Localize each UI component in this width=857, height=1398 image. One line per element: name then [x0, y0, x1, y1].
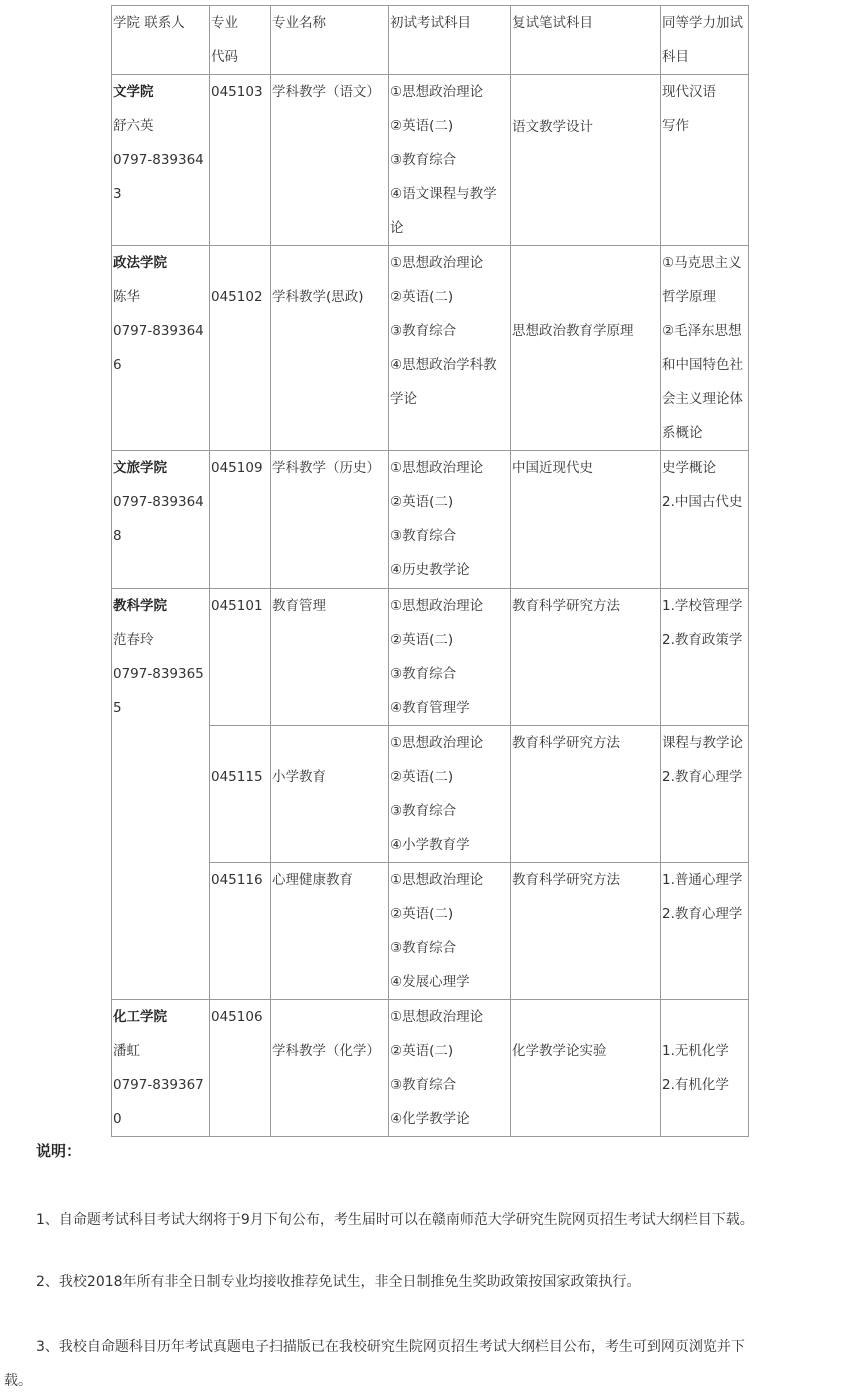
- equivalent-cell: 1.学校管理学 2.教育政策学: [661, 589, 749, 726]
- table-row: [112, 75, 749, 246]
- table-header-row: [112, 6, 749, 75]
- note-item: 3、我校自命题科目历年考试真题电子扫描版已在我校研究生院网页招生考试大纲栏目公布，考生可到网页浏览并下: [36, 1339, 745, 1355]
- major-code-cell: 045109: [210, 451, 271, 589]
- retest-cell: 化学教学论实验: [511, 1000, 661, 1137]
- header-equivalent-subjects: 同等学力加试 科目: [661, 6, 749, 75]
- college-cell: 政法学院 陈华 0797-8393646: [112, 246, 210, 451]
- header-major-code: 专业 代码: [210, 6, 271, 75]
- equivalent-cell: 史学概论 2.中国古代史: [661, 451, 749, 589]
- equivalent-cell: ①马克思主义 哲学原理 ②毛泽东思想 和中国特色社 会主义理论体 系概论: [661, 246, 749, 451]
- major-name-cell: 小学教育: [271, 726, 389, 863]
- major-code-cell: 045103: [210, 75, 271, 246]
- table-row: [112, 1000, 749, 1137]
- admissions-table: [111, 5, 749, 1137]
- retest-cell: 中国近现代史: [511, 451, 661, 589]
- major-name-cell: 学科教学（语文）: [271, 75, 389, 246]
- prelim-cell: ①思想政治理论 ②英语(二) ③教育综合 ④教育管理学: [389, 589, 511, 726]
- major-name-cell: 学科教学（化学）: [271, 1000, 389, 1137]
- retest-cell: 语文教学设计: [511, 75, 661, 246]
- table-row: [112, 451, 749, 589]
- major-code-cell: 045115: [210, 726, 271, 863]
- college-cell: 化工学院 潘虹 0797-8393670: [112, 1000, 210, 1137]
- prelim-cell: ①思想政治理论 ②英语(二) ③教育综合 ④语文课程与教学 论: [389, 75, 511, 246]
- major-code-cell: 045116: [210, 863, 271, 1000]
- major-code-cell: 045101: [210, 589, 271, 726]
- note-item-continuation: 载。: [4, 1373, 32, 1389]
- prelim-cell: ①思想政治理论 ②英语(二) ③教育综合 ④化学教学论: [389, 1000, 511, 1137]
- equivalent-cell: 课程与教学论 2.教育心理学: [661, 726, 749, 863]
- major-name-cell: 学科教学（历史）: [271, 451, 389, 589]
- major-name-cell: 心理健康教育: [271, 863, 389, 1000]
- major-code-cell: 045102: [210, 246, 271, 451]
- college-cell: 文学院 舒六英 0797-8393643: [112, 75, 210, 246]
- equivalent-cell: 现代汉语 写作: [661, 75, 749, 246]
- table-row: [112, 589, 749, 726]
- prelim-cell: ①思想政治理论 ②英语(二) ③教育综合 ④小学教育学: [389, 726, 511, 863]
- retest-cell: 教育科学研究方法: [511, 726, 661, 863]
- retest-cell: 教育科学研究方法: [511, 863, 661, 1000]
- prelim-cell: ①思想政治理论 ②英语(二) ③教育综合 ④思想政治学科教 学论: [389, 246, 511, 451]
- header-prelim-subjects: 初试考试科目: [389, 6, 511, 75]
- equivalent-cell: 1.普通心理学 2.教育心理学: [661, 863, 749, 1000]
- notes-title: 说明：: [36, 1142, 82, 1160]
- retest-cell: 思想政治教育学原理: [511, 246, 661, 451]
- retest-cell: 教育科学研究方法: [511, 589, 661, 726]
- major-name-cell: 教育管理: [271, 589, 389, 726]
- college-cell: 文旅学院 0797-8393648: [112, 451, 210, 589]
- note-item: 1、自命题考试科目考试大纲将于9月下旬公布，考生届时可以在赣南师范大学研究生院网页招生考试大纲栏目下载。: [36, 1212, 754, 1228]
- header-college-contact: 学院 联系人: [112, 6, 210, 75]
- major-name-cell: 学科教学(思政): [271, 246, 389, 451]
- major-code-cell: 045106: [210, 1000, 271, 1137]
- prelim-cell: ①思想政治理论 ②英语(二) ③教育综合 ④发展心理学: [389, 863, 511, 1000]
- college-cell: 教科学院 范春玲 0797-8393655: [112, 589, 210, 1000]
- header-major-name: 专业名称: [271, 6, 389, 75]
- prelim-cell: ①思想政治理论 ②英语(二) ③教育综合 ④历史教学论: [389, 451, 511, 589]
- header-retest-subjects: 复试笔试科目: [511, 6, 661, 75]
- table-row: [112, 246, 749, 451]
- note-item: 2、我校2018年所有非全日制专业均接收推荐免试生，非全日制推免生奖助政策按国家政策执行。: [36, 1274, 641, 1290]
- equivalent-cell: 1.无机化学 2.有机化学: [661, 1000, 749, 1137]
